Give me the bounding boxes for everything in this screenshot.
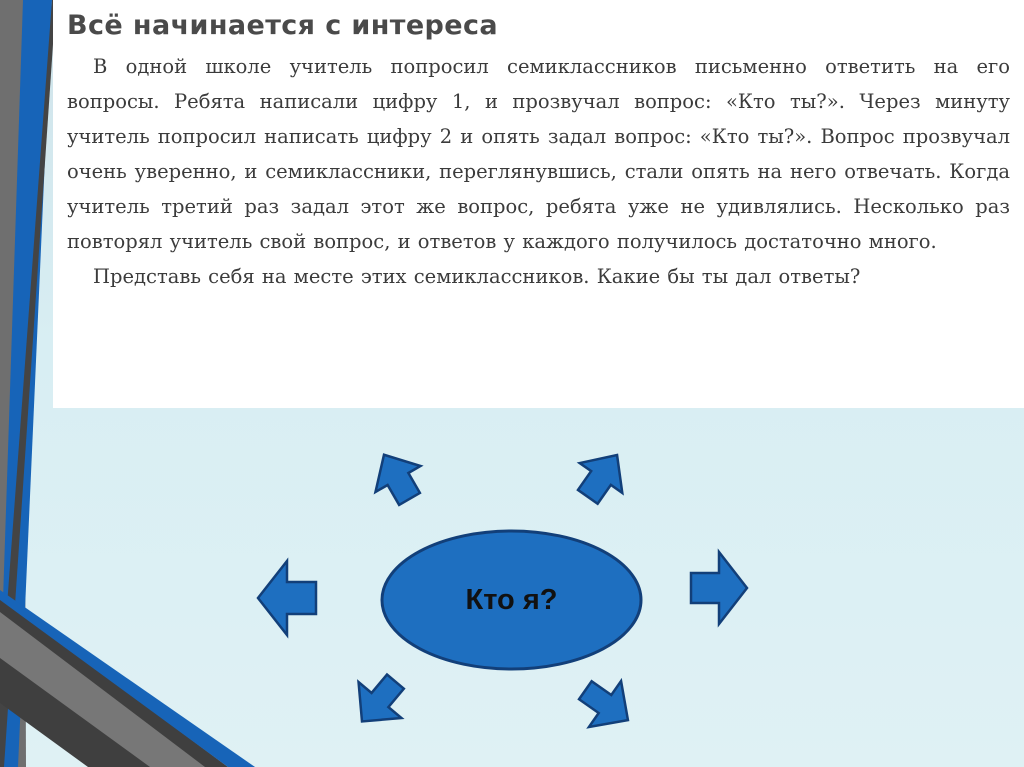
paragraph-1: В одной школе учитель попросил семиклассников письменно ответить на его вопросы. Ребята написали цифру 1, и прозвучал вопрос: «Кто ты?». Через минуту учитель попросил написать цифру 2 и опять задал вопрос: «Кто ты?». Вопрос прозвучал очень уверенно, и семиклассники, переглянувшись, стали опять на него отвечать. Когда учитель третий раз задал этот же вопрос, ребята уже не удивлялись. Несколько раз повторял учитель свой вопрос, и ответов у каждого получилось достаточно много. [67,55,1010,254]
arrow-up-right-shape [567,440,639,512]
arrow-down-left [341,664,417,740]
arrow-down-left-shape [341,664,417,740]
arrow-up-left-shape [361,442,432,512]
center-ellipse [382,531,641,669]
center-label: Кто я? [465,583,558,616]
arrow-up-right [567,440,639,512]
paragraph-2: Представь себя на месте этих семиклассников. Какие бы ты дал ответы? [93,265,861,289]
center-ellipse-group [382,531,641,669]
arrow-right [691,552,747,624]
arrow-down-right [569,667,644,743]
arrow-left [258,561,316,635]
arrow-right-shape [691,552,747,624]
slide-title: Всё начинается с интереса [67,10,499,41]
arrow-left-shape [258,561,316,635]
arrow-down-right-shape [569,667,644,743]
arrow-up-left [361,442,432,512]
